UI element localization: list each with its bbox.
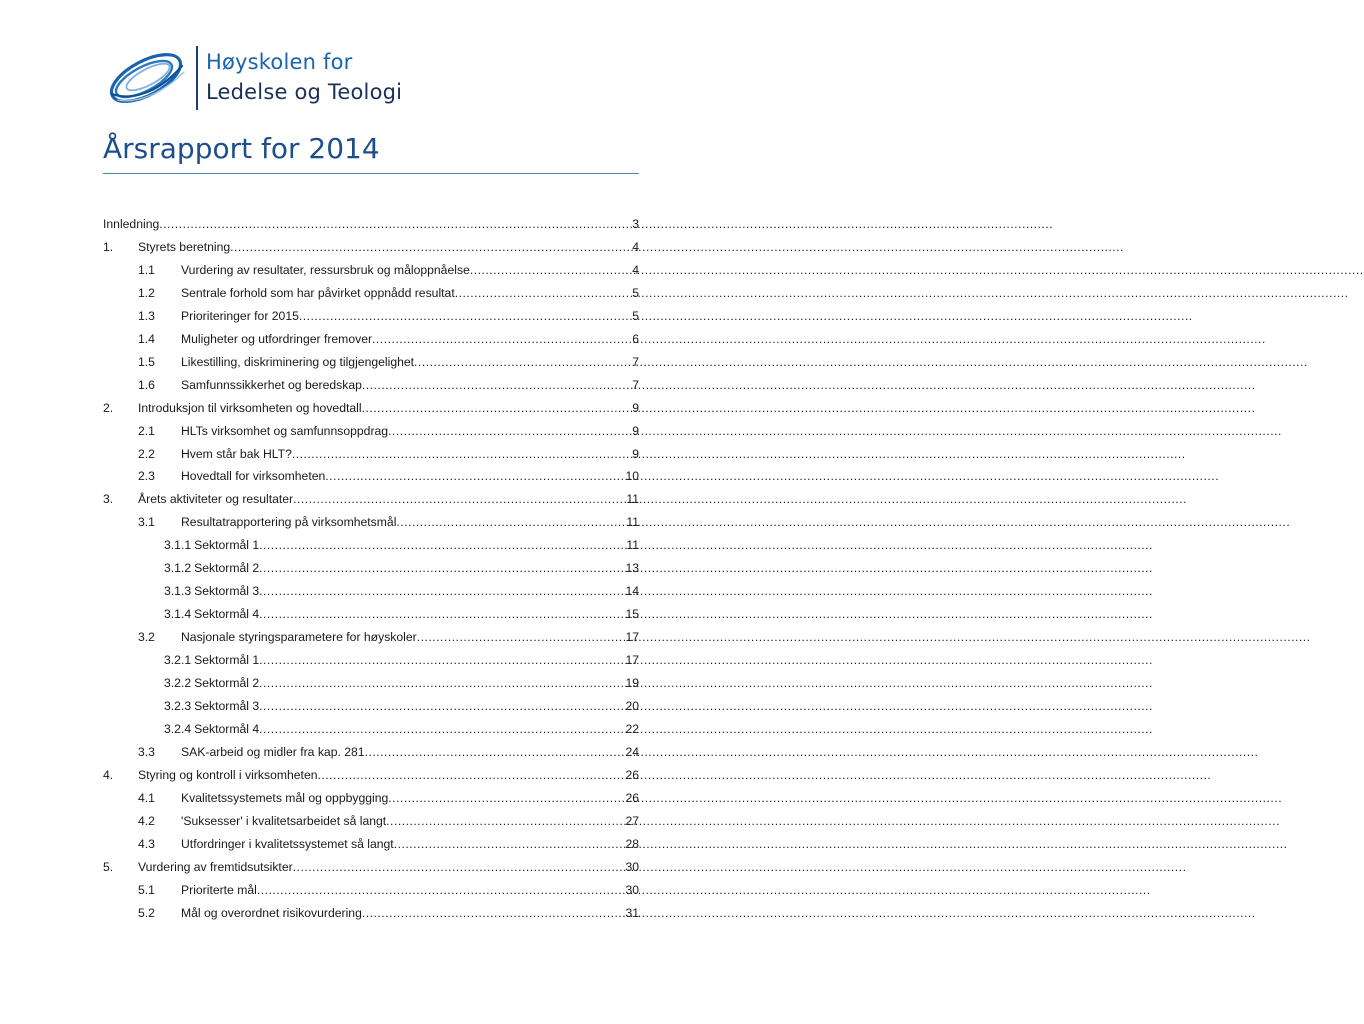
toc-entry-page: 11 xyxy=(626,515,639,530)
toc-entry-page: 4 xyxy=(632,239,639,254)
toc-dot-leader xyxy=(299,307,632,325)
toc-entry-label: Prioriteringer for 2015 xyxy=(181,308,299,323)
toc-entry-label: 'Suksesser' i kvalitetsarbeidet så langt xyxy=(181,813,387,828)
title-rule xyxy=(103,173,639,174)
toc-entry-page: 17 xyxy=(625,630,639,645)
toc-entry-number: 3.1.2 xyxy=(164,561,192,576)
toc-entry-page: 22 xyxy=(625,721,639,736)
toc-entry-page: 19 xyxy=(625,676,639,690)
toc-entry-page: 28 xyxy=(625,836,639,851)
toc-entry-page: 7 xyxy=(632,377,639,392)
toc-dot-leader xyxy=(362,376,632,394)
toc-entry-page: 11 xyxy=(626,538,639,553)
toc-entry-number: 1.1 xyxy=(138,262,155,277)
toc-dot-leader xyxy=(372,330,632,348)
toc-entry-page: 10 xyxy=(625,469,639,484)
toc-entry-label: Prioriterte mål xyxy=(181,882,257,897)
toc-entry-number: 3.2.2 xyxy=(164,676,192,690)
toc-entry-label: Sektormål 4 xyxy=(194,607,260,622)
toc-dot-leader xyxy=(388,422,632,440)
toc-entry-number: 1.3 xyxy=(138,308,155,323)
toc-entry-label: Sektormål 1 xyxy=(194,653,260,668)
toc-dot-leader xyxy=(259,674,625,692)
toc-dot-leader xyxy=(230,238,632,256)
toc-entry-label: Innledning xyxy=(103,217,160,231)
toc-dot-leader xyxy=(259,697,625,715)
toc-entry[interactable] xyxy=(103,422,639,440)
toc-entry-number: 1.5 xyxy=(138,354,155,369)
toc-entry-label: Samfunnssikkerhet og beredskap xyxy=(181,377,362,392)
toc-entry-label: Introduksjon til virksomheten og hovedtall xyxy=(138,400,362,415)
toc-entry-page: 24 xyxy=(625,744,639,759)
toc-entry-label: Vurdering av fremtidsutsikter xyxy=(138,859,293,874)
toc-entry-page: 20 xyxy=(625,698,639,713)
toc-dot-leader xyxy=(292,445,632,463)
toc-entry-number: 1.2 xyxy=(138,285,155,300)
logo-swirl-icon xyxy=(104,48,188,108)
toc-dot-leader xyxy=(417,628,626,646)
toc-entry-number: 1. xyxy=(103,239,114,254)
toc-entry-page: 9 xyxy=(632,423,639,438)
toc-dot-leader xyxy=(386,812,625,830)
toc-entry[interactable] xyxy=(103,766,639,784)
toc-dot-leader xyxy=(259,559,625,577)
toc-entry-label: Muligheter og utfordringer fremover xyxy=(181,331,373,346)
toc-entry[interactable] xyxy=(103,904,639,922)
toc-dot-leader xyxy=(259,720,625,738)
toc-dot-leader xyxy=(362,904,626,922)
toc-entry-label: Sektormål 4 xyxy=(194,721,260,736)
toc-entry[interactable] xyxy=(103,697,639,715)
logo-divider xyxy=(196,46,198,110)
toc-entry[interactable] xyxy=(103,376,639,394)
toc-entry-page: 5 xyxy=(632,285,639,300)
toc-entry-label: Sektormål 2 xyxy=(194,676,260,690)
toc-entry-page: 4 xyxy=(632,262,639,277)
toc-entry-number: 4. xyxy=(103,767,114,782)
toc-entry-number: 4.1 xyxy=(138,790,155,805)
toc-entry-page: 11 xyxy=(626,492,639,507)
toc-entry-label: Årets aktiviteter og resultater xyxy=(138,492,294,507)
toc-entry-number: 3.1.3 xyxy=(164,584,192,599)
toc-entry-page: 9 xyxy=(632,400,639,415)
toc-entry-page: 15 xyxy=(625,607,639,622)
toc-entry-page: 17 xyxy=(625,653,639,668)
logo-text-line1: Høyskolen for xyxy=(206,50,353,74)
toc-entry-page: 3 xyxy=(632,217,639,231)
toc-dot-leader xyxy=(293,490,626,508)
toc-entry-number: 4.3 xyxy=(138,836,155,851)
toc-entry-number: 4.2 xyxy=(138,813,155,828)
toc-entry-label: Nasjonale styringsparametere for høyskoler xyxy=(181,630,417,645)
toc-entry-number: 5. xyxy=(103,859,114,874)
toc-entry-page: 26 xyxy=(625,767,639,782)
institution-logo xyxy=(104,44,414,112)
toc-entry[interactable] xyxy=(103,743,639,761)
toc-entry-page: 7 xyxy=(632,354,639,369)
toc-dot-leader xyxy=(259,651,625,669)
toc-entry[interactable] xyxy=(103,467,639,485)
toc-dot-leader xyxy=(396,513,626,531)
toc-entry[interactable] xyxy=(103,445,639,463)
toc-entry-label: Styring og kontroll i virksomheten xyxy=(138,767,318,782)
toc-entry[interactable] xyxy=(103,307,639,325)
toc-entry[interactable] xyxy=(103,330,639,348)
toc-entry-label: Hovedtall for virksomheten xyxy=(181,469,326,484)
toc-dot-leader xyxy=(293,858,626,876)
toc-entry-page: 27 xyxy=(625,813,639,828)
toc-entry-number: 3.1.1 xyxy=(164,538,192,553)
logo-text-line2: Ledelse og Teologi xyxy=(206,80,403,104)
toc-entry-number: 2.3 xyxy=(138,469,155,484)
toc-entry[interactable] xyxy=(103,674,639,692)
toc-entry-page: 26 xyxy=(625,790,639,805)
toc-dot-leader xyxy=(455,284,633,302)
toc-entry-number: 3.2.1 xyxy=(164,653,192,668)
toc-entry-number: 3.1.4 xyxy=(164,607,192,622)
toc-dot-leader xyxy=(362,399,633,417)
toc-dot-leader xyxy=(470,261,632,279)
toc-entry-label: Hvem står bak HLT? xyxy=(181,446,292,461)
toc-entry-label: Mål og overordnet risikovurdering xyxy=(181,905,362,920)
page-title: Årsrapport for 2014 xyxy=(103,132,380,165)
toc-entry-page: 6 xyxy=(632,331,639,346)
toc-dot-leader xyxy=(365,743,626,761)
toc-entry-page: 30 xyxy=(625,882,639,897)
toc-entry-label: Sentrale forhold som har påvirket oppnådd resultat xyxy=(181,285,455,300)
toc-entry-label: Likestilling, diskriminering og tilgjengelighet xyxy=(181,354,415,369)
toc-entry[interactable] xyxy=(103,651,639,669)
toc-entry[interactable] xyxy=(103,559,639,577)
toc-entry-label: SAK-arbeid og midler fra kap. 281 xyxy=(181,744,365,759)
toc-entry[interactable] xyxy=(103,582,639,600)
toc-entry[interactable] xyxy=(103,605,639,623)
toc-dot-leader xyxy=(257,881,626,899)
toc-entry[interactable] xyxy=(103,284,639,302)
toc-entry-number: 3.2 xyxy=(138,630,155,645)
toc-entry-number: 1.6 xyxy=(138,377,155,392)
toc-entry-number: 1.4 xyxy=(138,331,155,346)
toc-dot-leader xyxy=(259,536,626,554)
toc-entry-label: Sektormål 1 xyxy=(194,538,260,553)
toc-entry-number: 3.3 xyxy=(138,744,155,759)
toc-entry-label: Resultatrapportering på virksomhetsmål xyxy=(181,515,397,530)
toc-entry[interactable] xyxy=(103,812,639,830)
toc-entry-number: 3.2.4 xyxy=(164,721,192,736)
toc-dot-leader xyxy=(259,582,625,600)
toc-dot-leader xyxy=(259,605,625,623)
toc-entry[interactable] xyxy=(103,261,639,279)
toc-entry[interactable] xyxy=(103,881,639,899)
toc-entry-label: Sektormål 2 xyxy=(194,561,260,576)
toc-entry-number: 2.1 xyxy=(138,423,155,438)
toc-entry-number: 3.1 xyxy=(138,515,155,530)
toc-dot-leader xyxy=(325,467,625,485)
toc-entry-label: Utfordringer i kvalitetssystemet så langt xyxy=(181,836,394,851)
toc-entry[interactable] xyxy=(103,835,639,853)
toc-entry-number: 2. xyxy=(103,400,114,415)
toc-entry-number: 3. xyxy=(103,492,114,507)
toc-entry-label: Kvalitetssystemets mål og oppbygging xyxy=(181,790,389,805)
toc-entry[interactable] xyxy=(103,720,639,738)
toc-dot-leader xyxy=(394,835,626,853)
toc-entry-number: 3.2.3 xyxy=(164,698,192,713)
toc-entry[interactable] xyxy=(103,513,639,531)
toc-entry[interactable] xyxy=(103,536,639,554)
toc-entry-label: Vurdering av resultater, ressursbruk og måloppnåelse xyxy=(181,262,470,277)
toc-entry-number: 5.2 xyxy=(138,905,155,920)
toc-entry-label: Sektormål 3 xyxy=(194,584,260,599)
toc-entry[interactable] xyxy=(103,628,639,646)
toc-entry[interactable] xyxy=(103,238,639,256)
toc-entry-number: 2.2 xyxy=(138,446,155,461)
toc-entry-label: HLTs virksomhet og samfunnsoppdrag xyxy=(181,423,389,438)
toc-entry-page: 31 xyxy=(625,905,639,920)
toc-dot-leader xyxy=(414,353,632,371)
toc-entry-number: 5.1 xyxy=(138,882,155,897)
toc-entry-page: 13 xyxy=(625,561,639,576)
toc-dot-leader xyxy=(318,766,626,784)
toc-dot-leader xyxy=(388,789,625,807)
toc-entry[interactable] xyxy=(103,353,639,371)
toc-entry[interactable] xyxy=(103,490,639,508)
toc-entry[interactable] xyxy=(103,858,639,876)
toc-entry-page: 9 xyxy=(632,446,639,461)
toc-entry-page: 5 xyxy=(632,308,639,323)
toc-entry-page: 30 xyxy=(625,859,639,874)
toc-entry-page: 14 xyxy=(625,584,639,599)
toc-entry[interactable] xyxy=(103,399,639,417)
toc-entry-label: Sektormål 3 xyxy=(194,698,260,713)
toc-entry-label: Styrets beretning xyxy=(138,239,231,254)
toc-dot-leader xyxy=(159,215,632,233)
toc-entry[interactable] xyxy=(103,215,639,233)
toc-entry[interactable] xyxy=(103,789,639,807)
